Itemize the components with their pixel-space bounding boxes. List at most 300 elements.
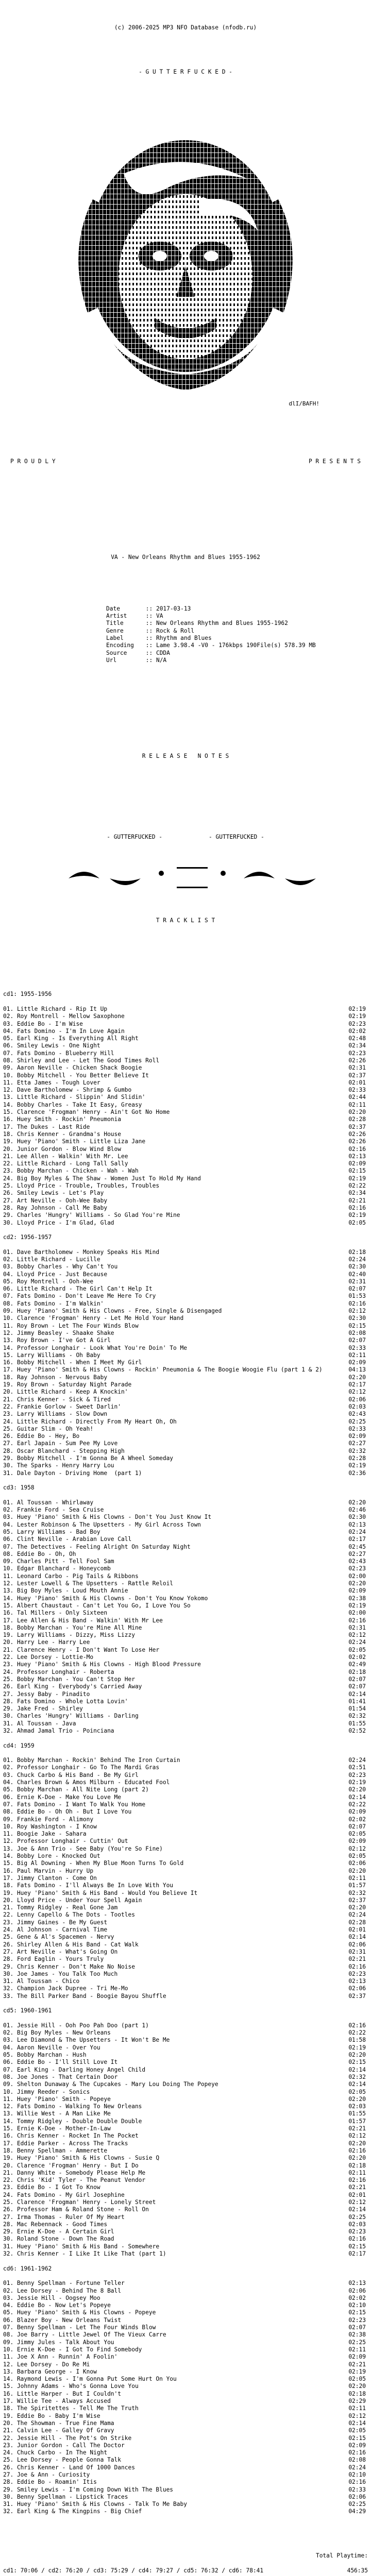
track-time: 02:26 [348, 1138, 366, 1145]
track-time: 02:20 [348, 1904, 366, 1911]
track-time: 02:16 [348, 1204, 366, 1211]
track-title: 11. Joe X Ann - Runnin' A Foolin' [3, 2353, 118, 2361]
track-title: 31. Huey 'Piano' Smith & His Band - Somewhere [3, 2243, 160, 2250]
track-title: 17. Lee Allen & His Band - Walkin' With Mr Lee [3, 1617, 163, 1624]
track-time: 02:05 [348, 2427, 366, 2434]
track-title: 29. Chris Kenner - Don't Make No Noise [3, 1963, 135, 1970]
track-row [3, 1985, 368, 1992]
track-title: 16. Bobby Mitchell - When I Meet My Girl [3, 1359, 142, 1366]
track-row [3, 2435, 368, 2442]
track-time: 02:09 [348, 1587, 366, 1595]
track-title: 01. Dave Bartholomew - Monkey Speaks His Mind [3, 1248, 160, 1256]
track-time: 02:33 [348, 1425, 366, 1432]
info-value: Rock & Roll [156, 627, 195, 634]
track-title: 04. Aaron Neville - Over You [3, 2044, 100, 2051]
track-row [3, 1124, 368, 1131]
track-row [3, 2052, 368, 2059]
track-time: 02:24 [348, 1639, 366, 1646]
track-row [3, 2199, 368, 2206]
track-time: 02:52 [348, 1727, 366, 1734]
track-time: 02:12 [348, 1308, 366, 1315]
track-row [3, 1617, 368, 1624]
track-row [3, 1595, 368, 1602]
track-row [3, 1647, 368, 1654]
track-row [3, 1624, 368, 1632]
track-title: 31. Dale Dayton - Driving Home (part 1) [3, 1469, 142, 1477]
total-playtime-label: Total Playtime: [315, 2552, 368, 2560]
track-row [3, 1794, 368, 1801]
track-title: 17. The Dukes - Last Ride [3, 1123, 90, 1130]
track-time: 02:32 [348, 1713, 366, 1720]
track-title: 14. Bobby Charles - Take It Easy, Greasy [3, 1101, 142, 1108]
track-row [3, 2184, 368, 2191]
track-row [3, 1359, 368, 1366]
track-time: 02:03 [348, 2103, 366, 2110]
track-title: 15. Albert Chaustaut - Can't Let You Go, I Love You So [3, 1602, 191, 1609]
track-time: 02:25 [348, 2338, 366, 2346]
track-row [3, 1308, 368, 1315]
track-time: 02:32 [348, 1889, 366, 1896]
track-title: 10. Ernie K-Doe - I Got To Find Somebody [3, 2346, 142, 2353]
track-row [3, 2037, 368, 2044]
track-title: 33. The Bill Parker Band - Boogie Bayou Shuffle [3, 1992, 166, 1999]
track-title: 08. Fats Domino - I'm Walkin' [3, 1300, 104, 1307]
track-time: 02:16 [348, 1963, 366, 1970]
track-time: 02:18 [348, 2162, 366, 2169]
track-time: 02:20 [348, 1374, 366, 1381]
track-title: 21. Lee Allen - Walkin' With Mr. Lee [3, 1153, 128, 1160]
track-title: 12. Lester Lowell & The Upsetters - Rattle Reloil [3, 1580, 174, 1587]
info-value: Lame 3.98.4 -V0 - 176kbps 190File(s) 578.39 MB [156, 642, 316, 649]
track-time: 02:14 [348, 1793, 366, 1801]
track-row [3, 1366, 368, 1374]
info-row: Url :: N/A [106, 656, 167, 664]
track-row [3, 1396, 368, 1403]
track-title: 28. Ford Eaglin - Yours Truly [3, 1956, 104, 1963]
track-title: 32. Ahmad Jamal Trio - Poinciana [3, 1727, 114, 1734]
track-row [3, 1064, 368, 1072]
presents-label: P R E S E N T S [308, 457, 361, 465]
track-time: 02:19 [348, 1602, 366, 1609]
track-row [3, 1153, 368, 1160]
track-title: 30. The Sparks - Henry Harry Lou [3, 1462, 114, 1469]
track-row [3, 1691, 368, 1698]
track-time: 02:23 [348, 1049, 366, 1057]
track-time: 02:21 [348, 2361, 366, 2368]
track-title: 22. Jessie Hill - The Pot's On Strike [3, 2434, 132, 2442]
track-row [3, 1919, 368, 1926]
track-row [3, 2059, 368, 2066]
track-time: 02:12 [348, 2199, 366, 2206]
track-time: 02:11 [348, 1101, 366, 1108]
track-time: 02:22 [348, 1182, 366, 1190]
track-row [3, 1779, 368, 1786]
track-time: 02:14 [348, 1934, 366, 1941]
track-time: 01:54 [348, 1705, 366, 1713]
track-title: 27. Irma Thomas - Ruler Of My Heart [3, 2213, 125, 2221]
totals-row [3, 2567, 368, 2574]
track-title: 22. Little Richard - Long Tall Sally [3, 1160, 128, 1167]
track-row [3, 1720, 368, 1727]
track-time: 02:12 [348, 1845, 366, 1852]
track-title: 15. Johnny Adams - Who's Gonna Love You [3, 2383, 139, 2390]
art-signature: dlI/BAFH! [289, 400, 319, 408]
track-title: 15. Big Al Downing - When My Blue Moon Turns To Gold [3, 1860, 184, 1867]
track-time: 02:20 [348, 1109, 366, 1116]
track-row [3, 1941, 368, 1948]
release-notes-title: R E L E A S E N O T E S [142, 752, 229, 759]
track-title: 30. Lloyd Price - I'm Glad, Glad [3, 1219, 114, 1226]
info-value: CDDA [156, 649, 170, 656]
info-row: Label :: Rhythm and Blues [106, 634, 212, 641]
track-row [3, 1904, 368, 1911]
track-time: 02:02 [348, 2294, 366, 2301]
track-row [3, 1219, 368, 1227]
track-time: 02:20 [348, 1580, 366, 1587]
track-row [3, 2398, 368, 2405]
track-row [3, 2331, 368, 2338]
track-row [3, 1897, 368, 1904]
track-row [3, 2486, 368, 2494]
info-row: Genre :: Rock & Roll [106, 627, 195, 634]
track-row [3, 2471, 368, 2479]
track-title: 25. Guitar Slim - Oh Yeah! [3, 1425, 94, 1432]
track-title: 15. Ernie K-Doe - Mother-In-Law [3, 2125, 111, 2132]
release-title: VA - New Orleans Rhythm and Blues 1955-1962 [111, 553, 260, 561]
track-title: 20. Junior Gordon - Blow Wind Blow [3, 1145, 122, 1153]
track-time: 02:19 [348, 1013, 366, 1020]
track-row [3, 1580, 368, 1587]
track-title: 13. Willie West - A Man Like Me [3, 2110, 111, 2117]
track-row [3, 1131, 368, 1138]
track-title: 11. Huey 'Piano' Smith - Popeye [3, 2095, 111, 2103]
info-label: Artist [106, 613, 127, 620]
track-time: 02:09 [348, 1808, 366, 1816]
track-title: 21. Chris Kenner - Sick & Tired [3, 1396, 111, 1403]
track-row [3, 2309, 368, 2316]
track-row [3, 1256, 368, 1263]
track-row [3, 1602, 368, 1609]
track-time: 02:20 [348, 2052, 366, 2059]
track-title: 07. Fats Domino - Blueberry Hill [3, 1049, 114, 1057]
track-time: 02:20 [348, 2095, 366, 2103]
track-title: 09. Aaron Neville - Chicken Shack Boogie [3, 1064, 142, 1072]
track-time: 02:17 [348, 2250, 366, 2258]
track-title: 29. Ernie K-Doe - A Certain Girl [3, 2228, 114, 2235]
track-time: 02:19 [348, 1175, 366, 1182]
track-time: 02:12 [348, 1388, 366, 1396]
track-time: 02:17 [348, 1536, 366, 1543]
track-time: 02:34 [348, 1190, 366, 1197]
track-time: 02:20 [348, 1867, 366, 1874]
track-title: 24. Little Richard - Directly From My Heart Oh, Oh [3, 1418, 177, 1425]
track-title: 13. Big Boy Myles - Loud Mouth Annie [3, 1587, 128, 1595]
track-time: 01:55 [348, 2110, 366, 2117]
track-title: 10. Roy Washington - I Know [3, 1823, 97, 1830]
track-row [3, 2140, 368, 2147]
track-time: 02:24 [348, 1911, 366, 1919]
track-time: 02:19 [348, 1212, 366, 1219]
track-time: 02:14 [348, 2419, 366, 2427]
track-time: 02:24 [348, 1757, 366, 1764]
track-row [3, 1050, 368, 1057]
track-time: 02:07 [348, 1683, 366, 1690]
track-row [3, 1661, 368, 1668]
track-title: 05. Roy Montrell - Ooh-Wee [3, 1278, 94, 1285]
track-time: 02:21 [348, 2184, 366, 2191]
cd-heading: cd1: 1955-1956 [3, 991, 52, 998]
track-time: 02:31 [348, 1064, 366, 1072]
track-title: 16. Paul Marvin - Hurry Up [3, 1867, 94, 1874]
track-title: 14. Bobby Lore - Knocked Out [3, 1853, 100, 1860]
track-row [3, 2494, 368, 2501]
info-row: Encoding :: Lame 3.98.4 -V0 - 176kbps 190File(s) 578.39 MB [106, 642, 316, 649]
track-row [3, 1285, 368, 1293]
track-row [3, 1042, 368, 1049]
track-title: 02. Big Boy Myles - New Orleans [3, 2029, 111, 2037]
track-title: 18. Fats Domino - I'll Always Be In Love With You [3, 1882, 174, 1889]
info-label: Title [106, 620, 124, 627]
info-row: Source :: CDDA [106, 649, 170, 656]
track-row [3, 1293, 368, 1300]
track-row [3, 2132, 368, 2140]
track-time: 02:13 [348, 2280, 366, 2287]
track-title: 04. Fats Domino - I'm In Love Again [3, 1027, 125, 1035]
track-row [3, 2147, 368, 2155]
track-row [3, 1926, 368, 1934]
proudly-presents [3, 458, 368, 465]
track-row [3, 1138, 368, 1145]
track-row [3, 1978, 368, 1985]
track-title: 10. Bobby Mitchell - You Better Believe It [3, 1072, 149, 1079]
track-time: 01:55 [348, 1720, 366, 1727]
track-row [3, 1808, 368, 1816]
track-title: 05. Larry Williams - Bad Boy [3, 1528, 100, 1535]
track-time: 02:06 [348, 1985, 366, 1992]
track-time: 02:16 [348, 2449, 366, 2456]
track-title: 14. Raymond Lewis - I'm Gonna Put Some Hurt On You [3, 2376, 177, 2383]
info-label: Encoding [106, 642, 134, 649]
track-row [3, 1713, 368, 1720]
track-time: 02:01 [348, 2191, 366, 2198]
track-row [3, 1205, 368, 1212]
track-time: 02:11 [348, 2405, 366, 2412]
track-row [3, 1388, 368, 1396]
track-time: 02:08 [348, 1329, 366, 1336]
track-time: 02:10 [348, 2302, 366, 2309]
skull-art [3, 127, 368, 414]
track-row [3, 2479, 368, 2486]
track-title: 03. Huey 'Piano' Smith & His Clowns - Don't You Just Know It [3, 1514, 212, 1521]
group-banner: - G U T T E R F U C K E D - [139, 68, 232, 75]
track-time: 02:23 [348, 2316, 366, 2324]
track-time: 02:23 [348, 1020, 366, 1027]
release-info [3, 605, 368, 664]
track-title: 18. Bobby Marchan - You're Mine All Mine [3, 1624, 142, 1631]
track-title: 16. Tal Millers - Only Sixteen [3, 1609, 108, 1617]
total-sum: 456:35 [347, 2567, 368, 2574]
track-time: 02:26 [348, 1057, 366, 1064]
track-time: 02:06 [348, 2287, 366, 2294]
track-time: 02:22 [348, 2029, 366, 2037]
track-time: 02:09 [348, 1838, 366, 1845]
track-title: 14. Tommy Ridgley - Double Double Double [3, 2117, 142, 2125]
track-time: 02:06 [348, 2493, 366, 2500]
track-row [3, 1757, 368, 1764]
track-row [3, 1249, 368, 1256]
track-title: 02. Little Richard - Lucille [3, 1256, 100, 1263]
track-title: 01. Little Richard - Rip It Up [3, 1005, 108, 1012]
info-label: Label [106, 634, 124, 641]
track-row [3, 1101, 368, 1109]
track-time: 01:41 [348, 1698, 366, 1705]
track-row [3, 1160, 368, 1167]
track-time: 02:02 [348, 1654, 366, 1661]
track-row [3, 1573, 368, 1580]
track-row [3, 1116, 368, 1123]
track-title: 01. Bobby Marchan - Rockin' Behind The Iron Curtain [3, 1757, 180, 1764]
track-row [3, 1381, 368, 1388]
track-row [3, 2081, 368, 2088]
track-time: 02:38 [348, 2331, 366, 2338]
track-row [3, 1529, 368, 1536]
track-title: 23. Larry Williams - Slow Down [3, 1411, 108, 1418]
track-time: 02:06 [348, 1860, 366, 1867]
track-time: 02:21 [348, 1197, 366, 1204]
track-row [3, 1094, 368, 1101]
track-title: 14. Professor Longhair - Look What You're Doin' To Me [3, 1344, 187, 1351]
track-title: 27. Art Neville - What's Going On [3, 1948, 118, 1955]
track-row [3, 2206, 368, 2213]
info-row: Date :: 2017-03-13 [106, 605, 191, 612]
proudly-label: P R O U D L Y [10, 457, 56, 465]
track-row [3, 2089, 368, 2096]
track-time: 02:15 [348, 2434, 366, 2442]
track-time: 02:29 [348, 2398, 366, 2405]
track-title: 19. Huey 'Piano' Smith & His Clowns - Susie Q [3, 2155, 160, 2162]
cd-heading: cd3: 1958 [3, 1484, 35, 1492]
track-title: 09. Jimmy Jules - Talk About You [3, 2338, 114, 2346]
track-time: 02:05 [348, 1219, 366, 1226]
track-time: 02:11 [348, 2169, 366, 2176]
track-time: 02:05 [348, 1646, 366, 1653]
track-row [3, 2317, 368, 2324]
track-title: 23. Junior Gordon - Call The Doctor [3, 2442, 125, 2449]
track-row [3, 2170, 368, 2177]
info-row: Artist :: VA [106, 613, 163, 620]
track-title: 28. Oscar Blanchard - Stepping High [3, 1447, 125, 1454]
track-time: 02:16 [348, 2022, 366, 2029]
track-time: 02:21 [348, 1956, 366, 1963]
track-title: 27. Art Neville - Ooh-Wee Baby [3, 1197, 108, 1204]
track-row [3, 1705, 368, 1713]
track-row [3, 1499, 368, 1506]
track-time: 02:33 [348, 2486, 366, 2493]
track-title: 19. Huey 'Piano' Smith & His Band - Would You Believe It [3, 1889, 198, 1896]
track-time: 02:07 [348, 1823, 366, 1830]
track-row [3, 1521, 368, 1529]
track-time: 02:09 [348, 2442, 366, 2449]
track-time: 02:18 [348, 1248, 366, 1256]
track-time: 02:01 [348, 1926, 366, 1934]
track-row [3, 1558, 368, 1565]
track-row [3, 1948, 368, 1956]
track-title: 17. Huey 'Piano' Smith & His Clowns - Rockin' Pneumonia & The Boogie Woogie Flu (part 1 & 2) [3, 1366, 323, 1374]
track-title: 12. Professor Longhair - Cuttin' Out [3, 1838, 128, 1845]
track-row [3, 2029, 368, 2037]
track-time: 02:24 [348, 2464, 366, 2471]
track-row [3, 2449, 368, 2456]
track-title: 09. Shelton Dunaway & The Cupcakes - Mary Lou Doing The Popeye [3, 2081, 218, 2088]
track-title: 31. Al Toussan - Chico [3, 1978, 80, 1985]
info-value: N/A [156, 656, 167, 664]
track-title: 13. Roy Brown - I've Got A Girl [3, 1337, 111, 1344]
cd-heading: cd4: 1959 [3, 1742, 35, 1749]
track-row [3, 1727, 368, 1735]
track-time: 02:19 [348, 1462, 366, 1469]
track-time: 02:40 [348, 1270, 366, 1278]
track-row [3, 2177, 368, 2184]
track-title: 19. Huey 'Piano' Smith - Little Liza Jane [3, 1138, 146, 1145]
track-title: 28. Eddie Bo - Roamin' Itis [3, 2479, 97, 2486]
track-row [3, 1013, 368, 1020]
track-title: 11. Boogie Jake - Sahara [3, 1831, 87, 1838]
track-title: 27. Joe & Ann - Curiosity [3, 2471, 90, 2478]
info-label: Date [106, 605, 120, 612]
track-title: 13. Joe & Ann Trio - See Baby (You're So Fine) [3, 1845, 163, 1852]
track-row [3, 2096, 368, 2103]
flourish-art [3, 856, 368, 903]
track-row [3, 1831, 368, 1838]
track-time: 02:24 [348, 1256, 366, 1263]
track-time: 02:23 [348, 1565, 366, 1572]
track-time: 01:58 [348, 2037, 366, 2044]
track-row [3, 1374, 368, 1381]
track-title: 24. Big Boy Myles & The Shaw - Women Just To Hold My Hand [3, 1175, 201, 1182]
track-time: 02:45 [348, 1543, 366, 1550]
track-title: 27. Earl Japain - Sum Pee My Love [3, 1440, 118, 1447]
track-title: 26. Shirley Allen & His Band - Cat Walk [3, 1941, 139, 1948]
track-time: 02:49 [348, 1661, 366, 1668]
track-time: 02:33 [348, 1087, 366, 1094]
track-title: 02. Frankie Ford - Sea Cruise [3, 1506, 104, 1514]
track-title: 01. Jessie Hill - Ooh Poo Pah Doo (part 1) [3, 2022, 149, 2029]
track-row [3, 2324, 368, 2331]
track-row [3, 1514, 368, 1521]
track-row [3, 2427, 368, 2434]
track-time: 02:30 [348, 1263, 366, 1270]
info-label: Source [106, 649, 127, 656]
track-time: 02:11 [348, 1351, 366, 1359]
flourish-graphic [58, 863, 326, 893]
track-row [3, 1993, 368, 2000]
track-row [3, 2368, 368, 2376]
track-time: 02:16 [348, 2177, 366, 2184]
track-row [3, 2346, 368, 2353]
track-title: 32. Champion Jack Dupree - Tri Me-Mo [3, 1985, 128, 1992]
track-row [3, 1271, 368, 1278]
track-time: 02:11 [348, 1874, 366, 1882]
track-time: 02:25 [348, 2501, 366, 2508]
track-row [3, 2125, 368, 2132]
track-row [3, 2214, 368, 2221]
track-row [3, 1544, 368, 1551]
track-row [3, 1278, 368, 1285]
track-row [3, 1875, 368, 1882]
track-title: 17. Eddie Parker - Across The Tracks [3, 2140, 128, 2147]
track-title: 12. Dave Bartholomew - Shrimp & Gumbo [3, 1087, 132, 1094]
track-title: 03. Eddie Bo - I'm Wise [3, 1020, 83, 1027]
